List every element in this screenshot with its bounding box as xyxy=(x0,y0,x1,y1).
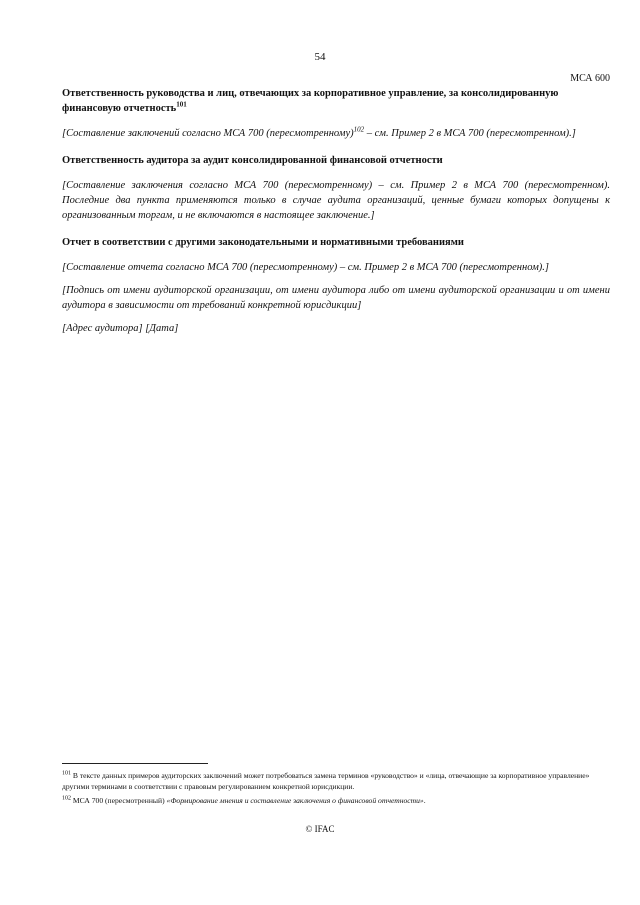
footnote-number: 102 xyxy=(62,795,71,802)
footnote-number: 101 xyxy=(62,770,71,777)
footnote-text: МСА 700 (пересмотренный) xyxy=(71,796,167,805)
footnote-ref-101[interactable]: 101 xyxy=(176,100,187,109)
signature-paragraph: [Подпись от имени аудиторской организации, от имени аудитора либо от имени аудиторской организации и от имени аудитора в зависимости от требований конкретной юрисдикции] xyxy=(62,285,610,311)
footnote-divider xyxy=(62,763,208,764)
standard-reference: МСА 600 xyxy=(570,73,610,84)
page-number: 54 xyxy=(314,51,326,63)
heading-text: Ответственность руководства и лиц, отвечающих за корпоративное управление, за консолидированную финансовую отчетность xyxy=(62,88,559,114)
footnote-text: В тексте данных примеров аудиторских заключений может потребоваться замена терминов «руководство» и «лица, отвечающие за корпоративное управление» другими терминами в соответствии с правовым регулированием конкретной юрисдикции. xyxy=(62,771,590,791)
footnote-102 xyxy=(62,795,610,806)
footnote-title: «Формирование мнения и составление заключения о финансовой отчетности» xyxy=(166,796,424,805)
other-requirements-paragraph: [Составление отчета согласно МСА 700 (пересмотренному) – см. Пример 2 в МСА 700 (пересмотренном).] xyxy=(62,262,549,273)
paragraph-text-end: – см. Пример 2 в МСА 700 (пересмотренном).] xyxy=(364,128,576,139)
footnotes xyxy=(62,770,610,809)
footnote-text-end: . xyxy=(423,796,426,805)
management-responsibility-paragraph xyxy=(62,126,610,141)
footnote-101 xyxy=(62,770,610,792)
section-heading-management-responsibility xyxy=(62,86,610,116)
document-body xyxy=(62,86,610,344)
section-heading-other-requirements: Отчет в соответствии с другими законодательными и нормативными требованиями xyxy=(62,237,464,248)
auditor-responsibility-paragraph: [Составление заключения согласно МСА 700 (пересмотренному) – см. Пример 2 в МСА 700 (пересмотренном). Последние два пункта применяются только в случае аудита организаций, ценные бумаги которых допущены к организованным торгам, и не включаются в настоящее заключение.] xyxy=(62,180,610,221)
address-date-paragraph: [Адрес аудитора] [Дата] xyxy=(62,323,179,334)
paragraph-text-start: [Составление заключений согласно МСА 700 (пересмотренному) xyxy=(62,128,354,139)
section-heading-auditor-responsibility: Ответственность аудитора за аудит консолидированной финансовой отчетности xyxy=(62,155,443,166)
copyright-footer: © IFAC xyxy=(305,824,335,834)
footnote-ref-102[interactable]: 102 xyxy=(353,125,365,134)
